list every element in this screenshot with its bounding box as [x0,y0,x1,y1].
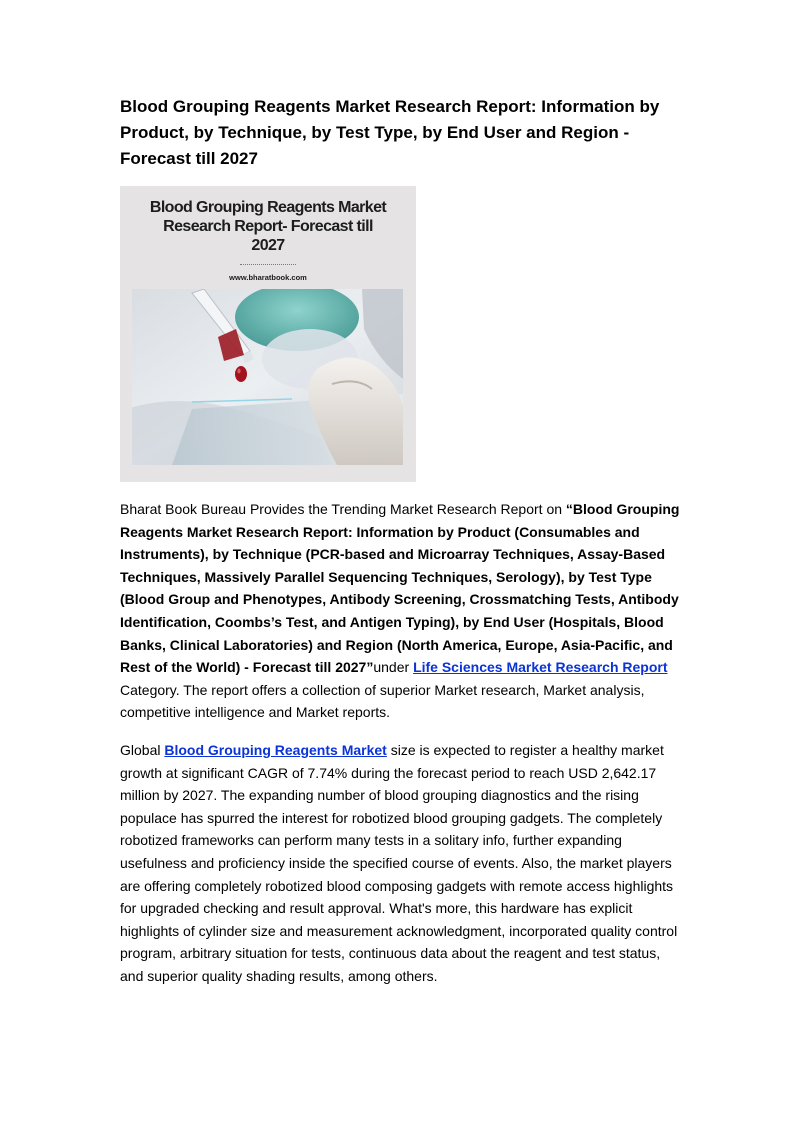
report-title: Blood Grouping Reagents Market Research Report: Information by Product, by Technique, by Test Type, by End User and Region - Forecast till 2027 [120,97,660,168]
cover-website: www.bharatbook.com [229,273,307,282]
market-overview-paragraph [120,739,680,988]
market-overview-body: size is expected to register a healthy market growth at significant CAGR of 7.74% during the forecast period to reach USD 2,642.17 million by 2027. The expanding number of blood grouping diagnostics and the rising populace has spurred the interest for robotized blood grouping gadgets. The completely robotized frameworks can perform many tests in a solitary info, further expanding usefulness and proficiency inside the specified course of events. Also, the market players are offering completely robotized blood composing gadgets with remote access highlights for upgraded checking and result approval. What's more, this hardware has explicit highlights of cylinder size and measurement acknowledgment, incorporated quality control program, arbitrary situation for tests, continuous data about the reagent and test status, and superior quality shading results, among others. [120,741,678,984]
intro-lead: Bharat Book Bureau Provides the Trending Market Research Report on [120,501,566,517]
cover-heading-line: Blood Grouping Reagents Market [149,199,387,216]
life-sciences-category-link[interactable]: Life Sciences Market Research Report [413,659,668,676]
cover-heading-line: 2027 [251,237,285,254]
cover-heading [120,198,416,255]
lab-pipette-photo [132,289,403,465]
report-full-name: “Blood Grouping Reagents Market Research Report: Information by Product (Consumables and Instruments), by Technique (PCR-based and Microarray Techniques, Assay-Based Techniques, Massively Parallel Sequencing Techniques, Serology), by Test Type (Blood Group and Phenotypes, Antibody Screening, Crossmatching Tests, Antibody Identification, Coombs’s Test, and Antigen Typing), by End User (Hospitals, Blood Banks, Clinical Laboratories) and Region (North America, Europe, Asia-Pacific, and Rest of the World) - Forecast till 2027” [120,501,680,676]
report-cover-image [120,186,416,482]
intro-under: under [373,659,414,676]
global-lead: Global [120,741,165,758]
cover-divider [240,264,296,265]
intro-paragraph [120,498,680,724]
blood-drop-shape [235,366,247,382]
cover-heading-line: Research Report- Forecast till [163,218,373,235]
blood-grouping-market-link[interactable]: Blood Grouping Reagents Market [164,741,387,758]
intro-tail: Category. The report offers a collection of superior Market research, Market analysis, competitive intelligence and Market reports. [120,681,645,721]
document-page [120,94,680,987]
